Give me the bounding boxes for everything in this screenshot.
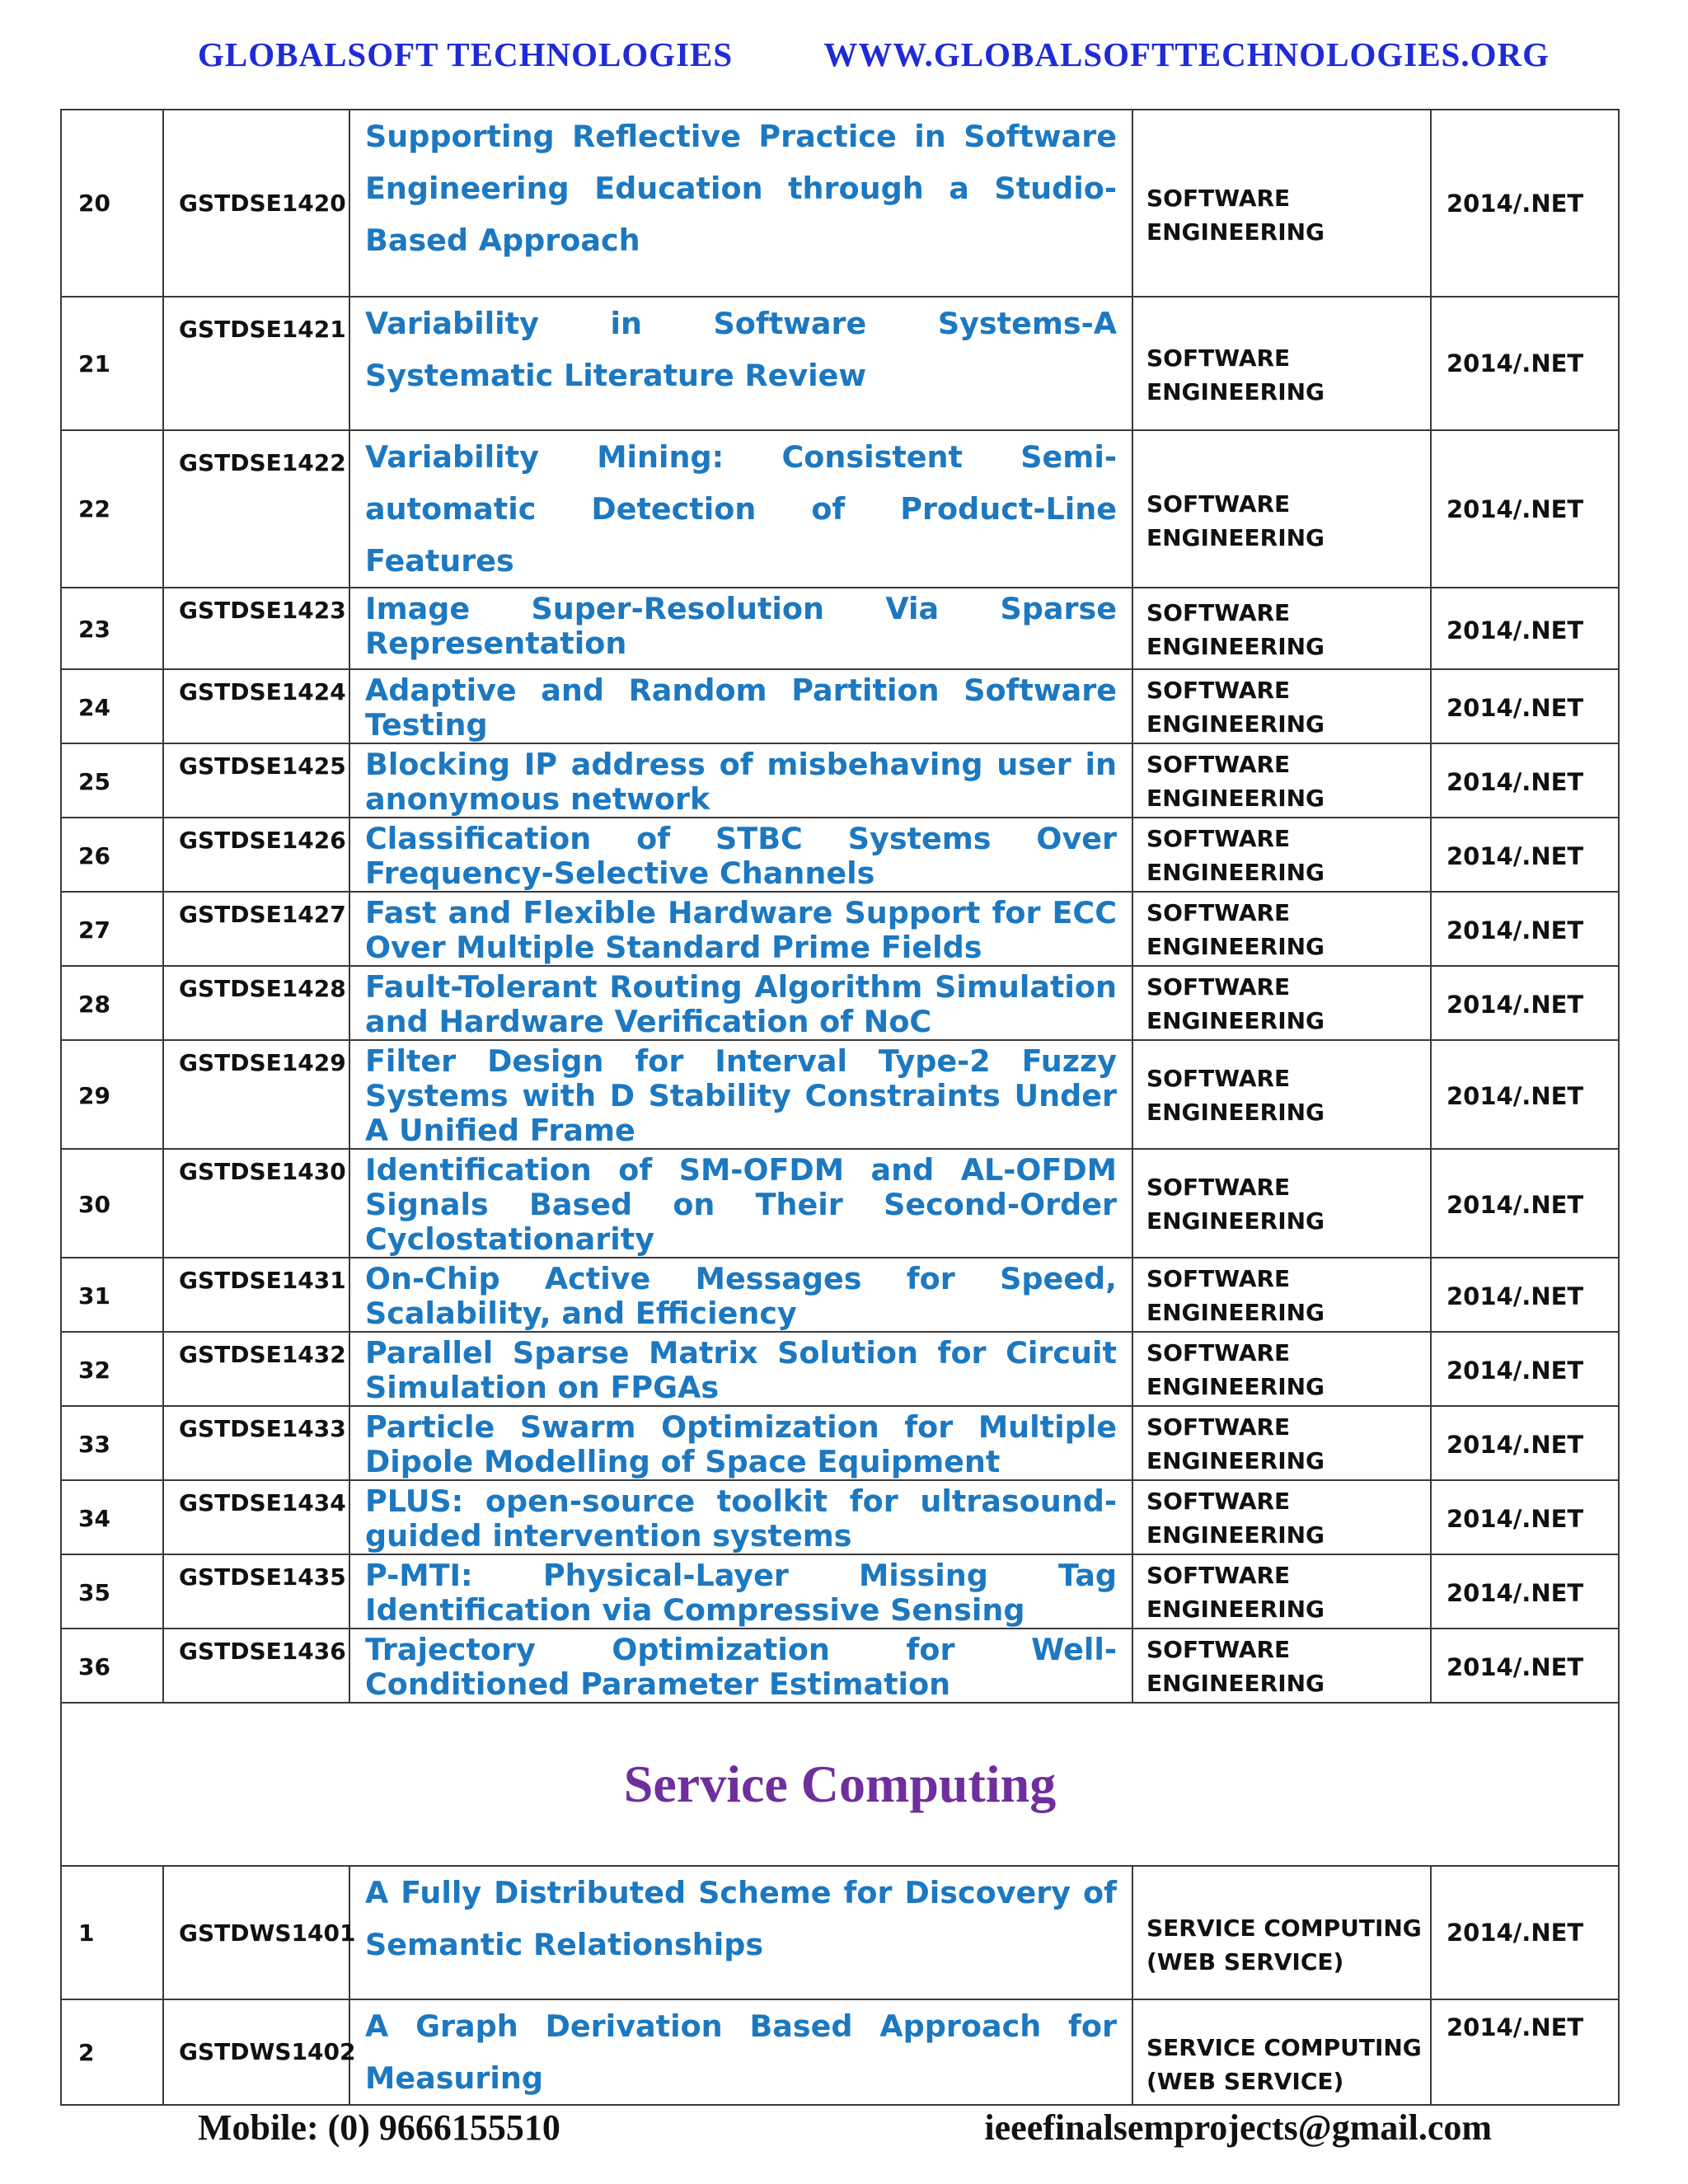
table-row bbox=[61, 110, 1619, 297]
project-domain: SOFTWARE ENGINEERING bbox=[1132, 966, 1431, 1040]
project-domain: SOFTWARE ENGINEERING bbox=[1132, 1258, 1431, 1332]
project-code: GSTDWS1401 bbox=[163, 1866, 349, 1999]
project-title[interactable]: Supporting Reflective Practice in Software Engineering Education through a Studio-Based Approach bbox=[349, 110, 1132, 297]
project-year: 2014/.NET bbox=[1431, 966, 1619, 1040]
project-title[interactable]: Classification of STBC Systems Over Frequency-Selective Channels bbox=[349, 818, 1132, 892]
project-title[interactable]: On-Chip Active Messages for Speed, Scalability, and Efficiency bbox=[349, 1258, 1132, 1332]
project-code: GSTDSE1426 bbox=[163, 818, 349, 892]
project-year: 2014/.NET bbox=[1431, 1999, 1619, 2105]
project-code: GSTDSE1428 bbox=[163, 966, 349, 1040]
project-code: GSTDSE1422 bbox=[163, 430, 349, 588]
project-code: GSTDSE1423 bbox=[163, 588, 349, 669]
row-number: 33 bbox=[61, 1406, 163, 1480]
table-row bbox=[61, 818, 1619, 892]
row-number: 32 bbox=[61, 1332, 163, 1406]
project-year: 2014/.NET bbox=[1431, 892, 1619, 966]
project-year: 2014/.NET bbox=[1431, 1149, 1619, 1258]
row-number: 25 bbox=[61, 743, 163, 818]
project-year: 2014/.NET bbox=[1431, 669, 1619, 743]
project-domain: SOFTWARE ENGINEERING bbox=[1132, 588, 1431, 669]
company-website[interactable]: WWW.GLOBALSOFTTECHNOLOGIES.ORG bbox=[823, 35, 1550, 73]
page-header bbox=[198, 35, 1550, 74]
project-domain: SOFTWARE ENGINEERING bbox=[1132, 1480, 1431, 1554]
table-row bbox=[61, 1258, 1619, 1332]
project-domain: SOFTWARE ENGINEERING bbox=[1132, 1040, 1431, 1149]
project-code: GSTDSE1427 bbox=[163, 892, 349, 966]
project-year: 2014/.NET bbox=[1431, 430, 1619, 588]
table-row bbox=[61, 1480, 1619, 1554]
project-code: GSTDSE1421 bbox=[163, 297, 349, 430]
page-footer bbox=[198, 2107, 1492, 2149]
row-number: 35 bbox=[61, 1554, 163, 1629]
project-title[interactable]: Fast and Flexible Hardware Support for ECC Over Multiple Standard Prime Fields bbox=[349, 892, 1132, 966]
project-code: GSTDWS1402 bbox=[163, 1999, 349, 2105]
mobile-number: Mobile: (0) 9666155510 bbox=[198, 2107, 560, 2148]
project-domain: SOFTWARE ENGINEERING bbox=[1132, 1149, 1431, 1258]
table-row bbox=[61, 1332, 1619, 1406]
project-title[interactable]: PLUS: open-source toolkit for ultrasound-guided intervention systems bbox=[349, 1480, 1132, 1554]
project-domain: SERVICE COMPUTING (WEB SERVICE) bbox=[1132, 1999, 1431, 2105]
project-title[interactable]: Filter Design for Interval Type-2 Fuzzy Systems with D Stability Constraints Under A Unified Frame bbox=[349, 1040, 1132, 1149]
row-number: 26 bbox=[61, 818, 163, 892]
project-code: GSTDSE1431 bbox=[163, 1258, 349, 1332]
projects-table bbox=[60, 109, 1620, 2106]
project-domain: SOFTWARE ENGINEERING bbox=[1132, 297, 1431, 430]
table-row bbox=[61, 892, 1619, 966]
table-row bbox=[61, 743, 1619, 818]
project-domain: SOFTWARE ENGINEERING bbox=[1132, 1406, 1431, 1480]
table-row bbox=[61, 297, 1619, 430]
table-row bbox=[61, 588, 1619, 669]
row-number: 20 bbox=[61, 110, 163, 297]
project-code: GSTDSE1436 bbox=[163, 1629, 349, 1703]
project-domain: SOFTWARE ENGINEERING bbox=[1132, 1554, 1431, 1629]
project-year: 2014/.NET bbox=[1431, 743, 1619, 818]
project-title[interactable]: Fault-Tolerant Routing Algorithm Simulation and Hardware Verification of NoC bbox=[349, 966, 1132, 1040]
project-code: GSTDSE1430 bbox=[163, 1149, 349, 1258]
project-title[interactable]: P-MTI: Physical-Layer Missing Tag Identification via Compressive Sensing bbox=[349, 1554, 1132, 1629]
project-year: 2014/.NET bbox=[1431, 818, 1619, 892]
project-domain: SOFTWARE ENGINEERING bbox=[1132, 743, 1431, 818]
project-domain: SOFTWARE ENGINEERING bbox=[1132, 669, 1431, 743]
project-domain: SERVICE COMPUTING (WEB SERVICE) bbox=[1132, 1866, 1431, 1999]
project-title[interactable]: Particle Swarm Optimization for Multiple Dipole Modelling of Space Equipment bbox=[349, 1406, 1132, 1480]
table-row bbox=[61, 1629, 1619, 1703]
project-title[interactable]: Trajectory Optimization for Well-Conditioned Parameter Estimation bbox=[349, 1629, 1132, 1703]
project-year: 2014/.NET bbox=[1431, 1629, 1619, 1703]
project-year: 2014/.NET bbox=[1431, 297, 1619, 430]
project-title[interactable]: A Graph Derivation Based Approach for Measuring bbox=[349, 1999, 1132, 2105]
row-number: 30 bbox=[61, 1149, 163, 1258]
row-number: 28 bbox=[61, 966, 163, 1040]
table-row bbox=[61, 1999, 1619, 2105]
project-title[interactable]: Adaptive and Random Partition Software Testing bbox=[349, 669, 1132, 743]
table-row bbox=[61, 1040, 1619, 1149]
project-code: GSTDSE1433 bbox=[163, 1406, 349, 1480]
project-year: 2014/.NET bbox=[1431, 588, 1619, 669]
row-number: 22 bbox=[61, 430, 163, 588]
project-domain: SOFTWARE ENGINEERING bbox=[1132, 430, 1431, 588]
row-number: 29 bbox=[61, 1040, 163, 1149]
project-code: GSTDSE1432 bbox=[163, 1332, 349, 1406]
project-domain: SOFTWARE ENGINEERING bbox=[1132, 818, 1431, 892]
project-year: 2014/.NET bbox=[1431, 1332, 1619, 1406]
row-number: 2 bbox=[61, 1999, 163, 2105]
project-title[interactable]: Variability in Software Systems-A Systematic Literature Review bbox=[349, 297, 1132, 430]
project-title[interactable]: Identification of SM-OFDM and AL-OFDM Signals Based on Their Second-Order Cyclostationarity bbox=[349, 1149, 1132, 1258]
table-row bbox=[61, 1866, 1619, 1999]
row-number: 24 bbox=[61, 669, 163, 743]
table-row bbox=[61, 1406, 1619, 1480]
contact-email[interactable]: ieeefinalsemprojects@gmail.com bbox=[984, 2107, 1492, 2148]
row-number: 31 bbox=[61, 1258, 163, 1332]
project-code: GSTDSE1434 bbox=[163, 1480, 349, 1554]
project-year: 2014/.NET bbox=[1431, 110, 1619, 297]
row-number: 21 bbox=[61, 297, 163, 430]
row-number: 1 bbox=[61, 1866, 163, 1999]
project-year: 2014/.NET bbox=[1431, 1040, 1619, 1149]
table-row bbox=[61, 430, 1619, 588]
project-year: 2014/.NET bbox=[1431, 1406, 1619, 1480]
project-code: GSTDSE1425 bbox=[163, 743, 349, 818]
section-title: Service Computing bbox=[61, 1703, 1619, 1866]
row-number: 23 bbox=[61, 588, 163, 669]
row-number: 27 bbox=[61, 892, 163, 966]
project-title[interactable]: Variability Mining: Consistent Semi-automatic Detection of Product-Line Features bbox=[349, 430, 1132, 588]
project-year: 2014/.NET bbox=[1431, 1480, 1619, 1554]
row-number: 34 bbox=[61, 1480, 163, 1554]
project-code: GSTDSE1435 bbox=[163, 1554, 349, 1629]
project-code: GSTDSE1424 bbox=[163, 669, 349, 743]
project-domain: SOFTWARE ENGINEERING bbox=[1132, 1332, 1431, 1406]
project-title[interactable]: Image Super-Resolution Via Sparse Representation bbox=[349, 588, 1132, 669]
project-title[interactable]: Blocking IP address of misbehaving user in anonymous network bbox=[349, 743, 1132, 818]
project-title[interactable]: Parallel Sparse Matrix Solution for Circuit Simulation on FPGAs bbox=[349, 1332, 1132, 1406]
project-domain: SOFTWARE ENGINEERING bbox=[1132, 892, 1431, 966]
table-row bbox=[61, 1554, 1619, 1629]
project-year: 2014/.NET bbox=[1431, 1258, 1619, 1332]
section-row bbox=[61, 1703, 1619, 1866]
project-code: GSTDSE1420 bbox=[163, 110, 349, 297]
table-row bbox=[61, 966, 1619, 1040]
project-year: 2014/.NET bbox=[1431, 1554, 1619, 1629]
project-domain: SOFTWARE ENGINEERING bbox=[1132, 1629, 1431, 1703]
company-name: GLOBALSOFT TECHNOLOGIES bbox=[198, 35, 734, 73]
table-row bbox=[61, 1149, 1619, 1258]
table-row bbox=[61, 669, 1619, 743]
project-year: 2014/.NET bbox=[1431, 1866, 1619, 1999]
project-title[interactable]: A Fully Distributed Scheme for Discovery of Semantic Relationships bbox=[349, 1866, 1132, 1999]
project-code: GSTDSE1429 bbox=[163, 1040, 349, 1149]
row-number: 36 bbox=[61, 1629, 163, 1703]
project-domain: SOFTWARE ENGINEERING bbox=[1132, 110, 1431, 297]
